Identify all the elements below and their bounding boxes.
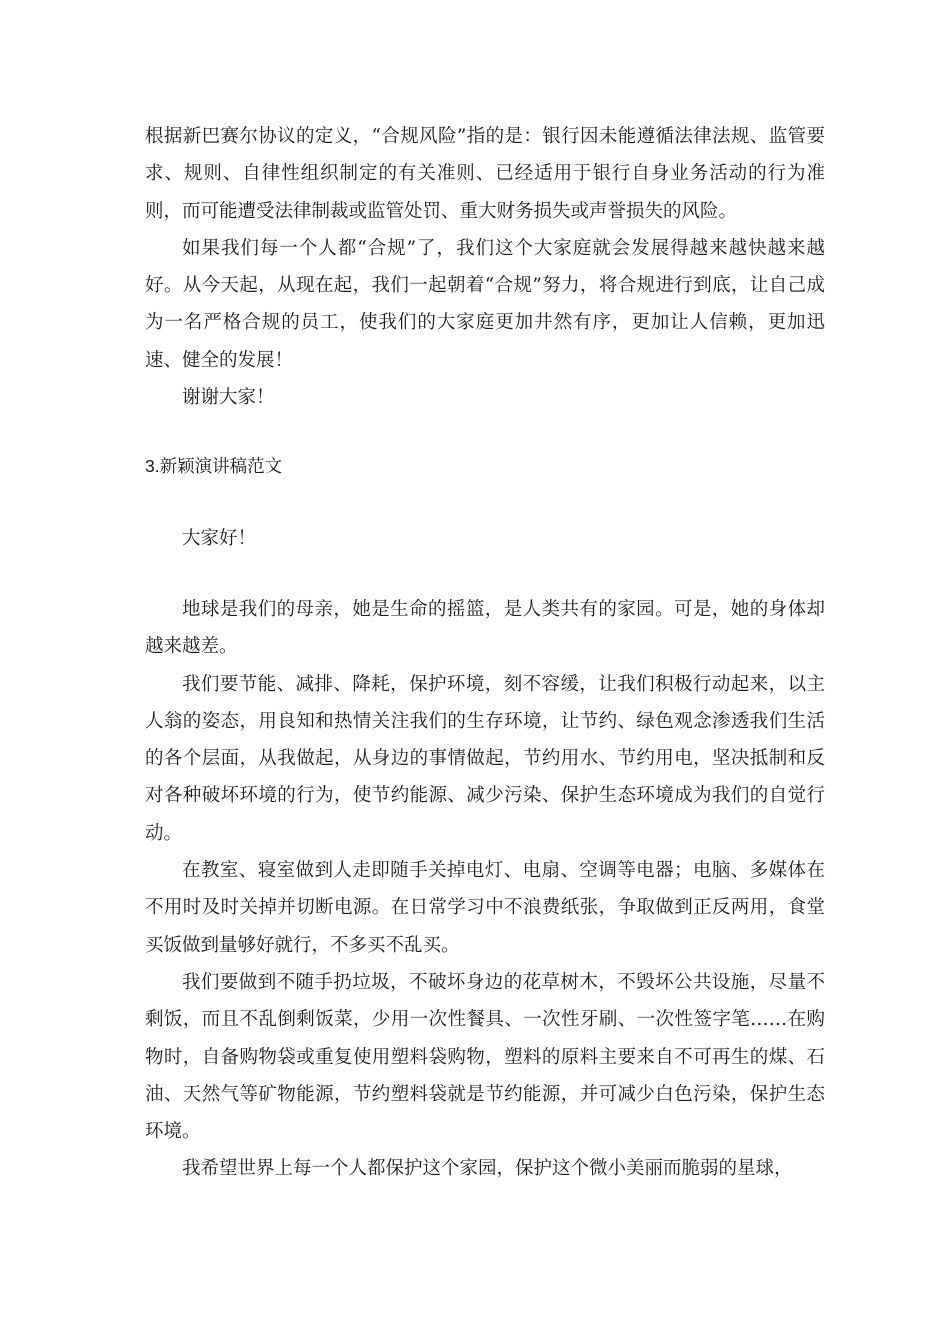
paragraph-classroom: 在教室、寝室做到人走即随手关掉电灯、电扇、空调等电器；电脑、多媒体在不用时及时关掉并切断电源。在日常学习中不浪费纸张，争取做到正反两用，食堂买饭做到量够好就行，不多买不乱买。 (145, 860, 825, 956)
section-heading: 3.新颖演讲稿范文 (145, 456, 283, 477)
paragraph-compliance-call: 如果我们每一个人都“合规”了，我们这个大家庭就会发展得越来越快越来越好。从今天起，从现在起，我们一起朝着“合规”努力，将合规进行到底，让自己成为一名严格合规的员工，使我们的大家庭更加井然有序，更加让人信赖，更加迅速、健全的发展！ (145, 237, 825, 371)
paragraph-greeting: 大家好！ (182, 527, 257, 549)
paragraph-compliance-definition: 根据新巴赛尔协议的定义，“合规风险”指的是：银行因未能遵循法律法规、监管要求、规则、自律性组织制定的有关准则、已经适用于银行自身业务活动的行为准则，而可能遭受法律制裁或监管处罚、重大财务损失或声誉损失的风险。 (145, 126, 825, 222)
spacer (145, 486, 825, 520)
paragraph-earth: 地球是我们的母亲，她是生命的摇篮，是人类共有的家园。可是，她的身体却越来越差。 (145, 598, 825, 658)
paragraph-hope: 我希望世界上每一个人都保护这个家园，保护这个微小美丽而脆弱的星球， (182, 1158, 793, 1180)
spacer (145, 557, 825, 591)
document-body (145, 118, 825, 1188)
spacer (145, 416, 825, 448)
paragraph-litter: 我们要做到不随手扔垃圾，不破坏身边的花草树木，不毁坏公共设施，尽量不剩饭，而且不乱倒剩饭菜，少用一次性餐具、一次性牙刷、一次性签字笔……在购物时，自备购物袋或重复使用塑料袋购物，塑料的原料主要来自不可再生的煤、石油、天然气等矿物能源，节约塑料袋就是节约能源，并可减少白色污染，保护生态环境。 (145, 971, 825, 1143)
paragraph-energy-saving: 我们要节能、减排、降耗，保护环境，刻不容缓，让我们积极行动起来，以主人翁的姿态，用良知和热情关注我们的生存环境，让节约、绿色观念渗透我们生活的各个层面，从我做起，从身边的事情做起，节约用水、节约用电，坚决抵制和反对各种破坏环境的行为，使节约能源、减少污染、保护生态环境成为我们的自觉行动。 (145, 673, 825, 844)
paragraph-thanks: 谢谢大家！ (182, 387, 275, 409)
